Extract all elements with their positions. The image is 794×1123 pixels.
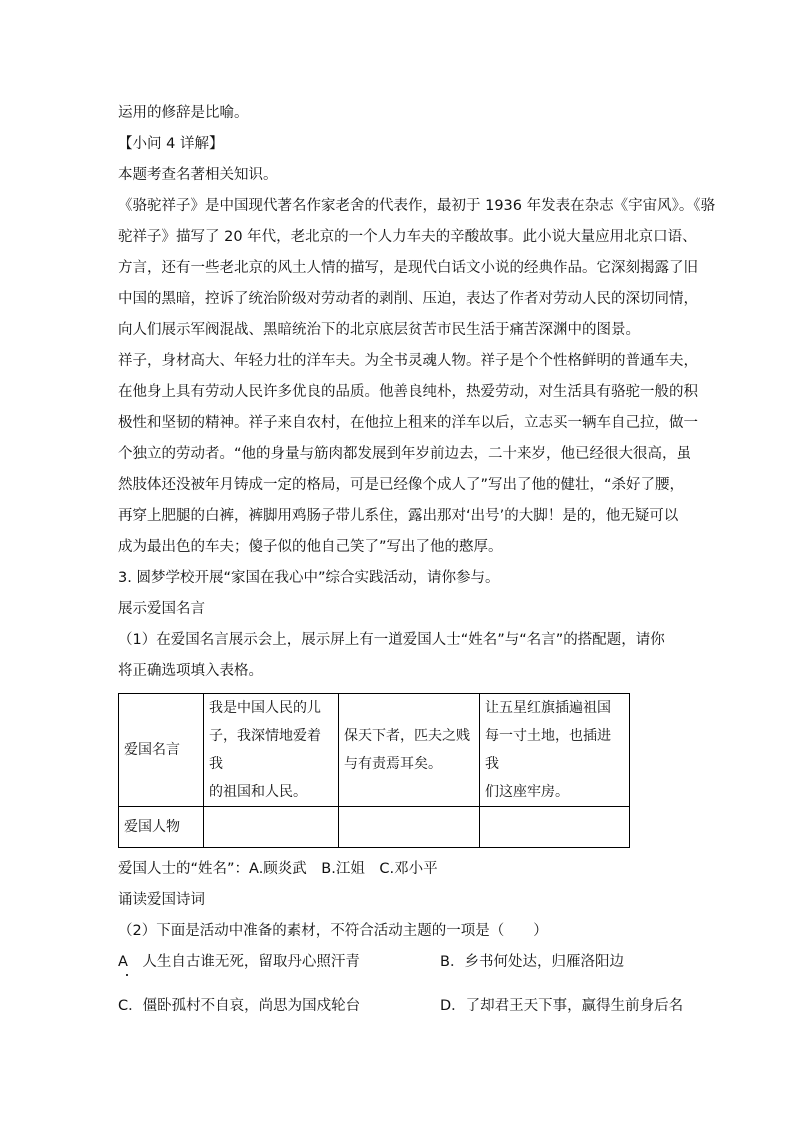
quote-cell-1 <box>204 694 339 807</box>
quote-line: 保天下者，匹夫之贱 <box>344 728 470 744</box>
options-row-ab <box>118 947 678 991</box>
table-row-people <box>119 807 630 848</box>
text-line: 祥子，身材高大、年轻力壮的洋车夫。为全书灵魂人物。祥子是个个性格鲜明的普通车夫， <box>118 353 698 369</box>
quote-line: 每一寸土地，也插进我 <box>485 728 611 772</box>
option-a: A 人生自古谁无死，留取丹心照汗青 <box>118 947 360 978</box>
question-3-stem: 3. 圆梦学校开展“家国在我心中”综合实践活动，请你参与。 <box>118 570 500 586</box>
text-line: 然肢体还没被年月铸成一定的格局，可是已经像个成人了”写出了他的健壮，“杀好了腰， <box>118 477 685 493</box>
question-1-stem-cont: 将正确选项填入表格。 <box>118 663 263 679</box>
quote-line: 的祖国和人民。 <box>209 784 307 800</box>
quote-cell-3 <box>480 694 630 807</box>
row-label-people: 爱国人物 <box>119 807 204 848</box>
question-2-stem: （2）下面是活动中准备的素材，不符合活动主题的一项是（ ） <box>118 923 548 939</box>
text-line: 向人们展示军阀混战、黑暗统治下的北京底层贫苦市民生活于痛苦深渊中的图景。 <box>118 322 640 338</box>
document-page <box>118 98 716 1035</box>
answer-cell-2[interactable] <box>339 807 480 848</box>
quote-line: 我是中国人民的儿 <box>209 700 321 716</box>
quote-line: 子，我深情地爱着我 <box>209 728 321 772</box>
table-row-quotes <box>119 694 630 807</box>
option-c: C．僵卧孤村不自哀，尚思为国戍轮台 <box>118 998 361 1014</box>
text-line: 方言，还有一些老北京的风土人情的描写，是现代白话文小说的经典作品。它深刻揭露了旧 <box>118 260 698 276</box>
text-line: 极性和坚韧的精神。祥子来自农村，在他拉上租来的洋车以后，立志买一辆车自己拉，做一 <box>118 415 698 431</box>
answer-cell-1[interactable] <box>204 807 339 848</box>
row-label-quotes: 爱国名言 <box>119 694 204 807</box>
text-line: 《骆驼祥子》是中国现代著名作家老舍的代表作，最初于 1936 年发表在杂志《宇宙风》。《骆 <box>118 198 716 214</box>
text-line: 本题考查名著相关知识。 <box>118 167 278 183</box>
text-line: 成为最出色的车夫；傻子似的他自己笑了”写出了他的憨厚。 <box>118 539 503 555</box>
quote-cell-2 <box>339 694 480 807</box>
answer-heading: 【小问 4 详解】 <box>118 136 224 152</box>
text-line: 运用的修辞是比喻。 <box>118 105 249 121</box>
text-line: 中国的黑暗，控诉了统治阶级对劳动者的剥削、压迫，表达了作者对劳动人民的深切同情， <box>118 291 698 307</box>
quote-line: 们这座牢房。 <box>485 784 569 800</box>
text-line: 再穿上肥腿的白裤，裤脚用鸡肠子带儿系住，露出那对‘出号’的大脚！是的，他无疑可以 <box>118 508 679 524</box>
section-title: 诵读爱国诗词 <box>118 892 205 908</box>
option-b: B．乡书何处达，归雁洛阳边 <box>440 954 624 970</box>
text-line: 个独立的劳动者。“他的身量与筋肉都发展到年岁前边去，二十来岁，他已经很大很高，虽 <box>118 446 692 462</box>
option-d: D．了却君王天下事，赢得生前身后名 <box>440 998 684 1014</box>
section-title: 展示爱国名言 <box>118 601 205 617</box>
question-1-stem: （1）在爱国名言展示会上，展示屏上有一道爱国人士“姓名”与“名言”的搭配题，请你 <box>118 632 665 648</box>
options-row-cd <box>118 991 684 1035</box>
text-line: 在他身上具有劳动人民许多优良的品质。他善良纯朴，热爱劳动，对生活具有骆驼一般的积 <box>118 384 698 400</box>
quote-line: 让五星红旗插遍祖国 <box>485 700 611 716</box>
quote-matching-table <box>118 693 630 848</box>
answer-cell-3[interactable] <box>480 807 630 848</box>
quote-line: 与有责焉耳矣。 <box>344 756 442 772</box>
names-options-line: 爱国人士的“姓名”：A.顾炎武 B.江姐 C.邓小平 <box>118 861 438 877</box>
text-line: 驼祥子》描写了 20 年代，老北京的一个人力车夫的辛酸故事。此小说大量应用北京口语、 <box>118 229 697 245</box>
